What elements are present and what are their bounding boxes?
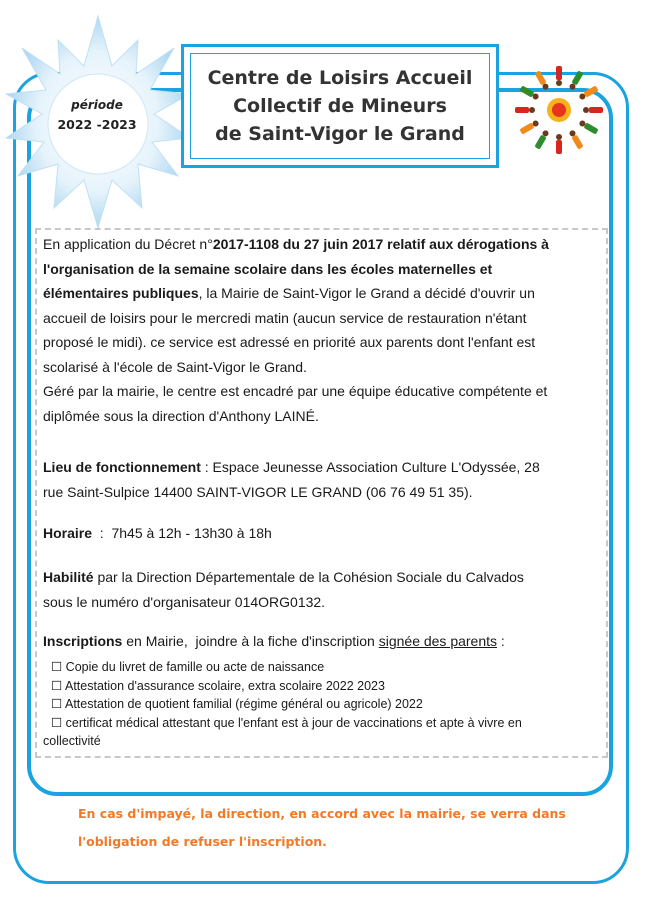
intro-bold-2: l'organisation de la semaine scolaire dans les écoles maternelles et: [43, 260, 493, 277]
documents-list: [43, 658, 603, 751]
intro-text-5: proposé le midi). ce service est adressé en priorité aux parents dont l'enfant est: [43, 334, 536, 350]
parents-signature-note: signée des parents: [378, 633, 498, 649]
intro-text-8: diplômée sous la direction d'Anthony LAINÉ.: [43, 407, 319, 424]
location-section: [43, 455, 603, 504]
intro-text-6: scolarisé à l'école de Saint-Vigor le Grand.: [43, 358, 307, 375]
schedule-label: Horaire: [43, 525, 93, 541]
page-title: [208, 64, 473, 148]
intro-text-4: accueil de loisirs pour le mercredi matin (aucun service de restauration n'étant: [43, 309, 527, 326]
approval-section: [43, 565, 603, 614]
title-line-2: Collectif de Mineurs: [233, 95, 447, 117]
children-circle-sun-icon: [509, 60, 609, 160]
location-line-1: : Espace Jeunesse Association Culture L'Odyssée, 28: [200, 459, 540, 475]
document-item: ☐ certificat médical attestant que l'enfant est à jour de vaccinations et apte à vivre en: [51, 715, 522, 730]
period-badge: [52, 95, 142, 135]
intro-text-1: En application du Décret n°: [43, 236, 213, 252]
location-line-2: rue Saint-Sulpice 14400 SAINT-VIGOR LE GRAND (06 76 49 51 35).: [43, 483, 473, 500]
title-box: [181, 44, 499, 168]
approval-label: Habilité: [43, 569, 94, 585]
document-item: ☐ Copie du livret de famille ou acte de naissance: [51, 660, 325, 674]
unpaid-warning: [78, 800, 598, 856]
approval-line-2: sous le numéro d'organisateur 014ORG0132.: [43, 593, 326, 610]
intro-bold-3: élémentaires publiques: [43, 285, 199, 301]
registration-text: en Mairie, joindre à la fiche d'inscription: [122, 633, 379, 649]
document-item-continued: collectivité: [43, 734, 101, 749]
approval-line-1: par la Direction Départementale de la Cohésion Sociale du Calvados: [93, 569, 524, 585]
document-item: ☐ Attestation d'assurance scolaire, extra scolaire 2022 2023: [51, 678, 385, 693]
registration-label: Inscriptions: [43, 633, 123, 649]
period-years: 2022 -2023: [57, 117, 137, 132]
location-label: Lieu de fonctionnement: [43, 459, 201, 475]
intro-text-3: , la Mairie de Saint-Vigor le Grand a décidé d'ouvrir un: [198, 285, 535, 301]
intro-text-7: Géré par la mairie, le centre est encadré par une équipe éducative compétente et: [43, 383, 548, 399]
warning-line-1: En cas d'impayé, la direction, en accord avec la mairie, se verra dans: [78, 806, 566, 821]
registration-section: [43, 629, 603, 654]
schedule-section: [43, 521, 603, 546]
registration-tail: :: [497, 633, 505, 649]
warning-line-2: l'obligation de refuser l'inscription.: [78, 834, 327, 849]
title-line-3: de Saint-Vigor le Grand: [215, 123, 465, 145]
period-label: période: [71, 98, 123, 112]
document-item: ☐ Attestation de quotient familial (régime général ou agricole) 2022: [51, 697, 423, 712]
intro-paragraph: [43, 232, 603, 428]
decree-reference: 2017-1108 du 27 juin 2017 relatif aux dérogations à: [212, 236, 549, 252]
title-line-1: Centre de Loisirs Accueil: [207, 67, 473, 89]
schedule-value: : 7h45 à 12h - 13h30 à 18h: [92, 525, 272, 541]
